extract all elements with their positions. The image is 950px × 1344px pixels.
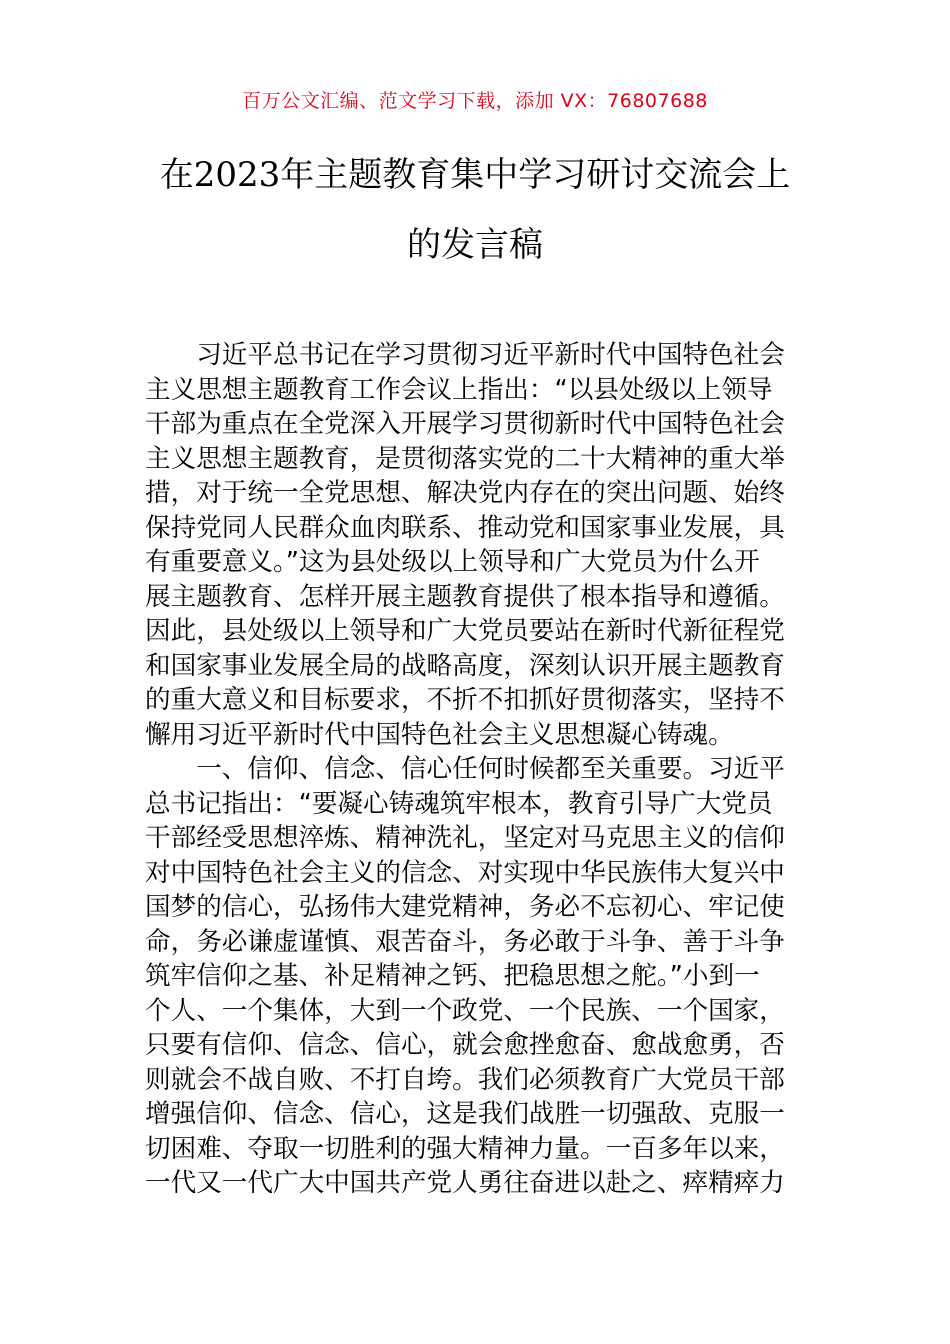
body-line: 保持党同人民群众血肉联系、推动党和国家事业发展，具 xyxy=(145,512,785,543)
body-line: 因此，县处级以上领导和广大党员要站在新时代新征程党 xyxy=(145,616,785,646)
body-text xyxy=(145,338,825,1201)
body-line: 命，务必谦虚谨慎、艰苦奋斗，务必敢于斗争、善于斗争 xyxy=(145,926,785,957)
body-line: 主义思想主题教育工作会议上指出：“以县处级以上领导 xyxy=(145,374,773,405)
body-line: 只要有信仰、信念、信心，就会愈挫愈奋、愈战愈勇，否 xyxy=(145,1030,785,1060)
body-line: 懈用习近平新时代中国特色社会主义思想凝心铸魂。 xyxy=(145,719,734,750)
body-line: 有重要意义。”这为县处级以上领导和广大党员为什么开 xyxy=(145,547,760,577)
body-line: 切困难、夺取一切胜利的强大精神力量。一百多年以来， xyxy=(145,1133,785,1164)
body-line: 筑牢信仰之基、补足精神之钙、把稳思想之舵。”小到一 xyxy=(145,961,760,991)
body-line: 措，对于统一全党思想、解决党内存在的突出问题、始终 xyxy=(145,478,785,508)
body-line: 主义思想主题教育，是贯彻落实党的二十大精神的重大举 xyxy=(145,443,785,474)
body-line: 一、信仰、信念、信心任何时候都至关重要。习近平 xyxy=(145,754,785,784)
document-title-line-2: 的发言稿 xyxy=(407,225,543,265)
body-line: 则就会不战自败、不打自垮。我们必须教育广大党员干部 xyxy=(145,1064,785,1095)
title-year: 2023 xyxy=(193,155,281,195)
body-line: 的重大意义和目标要求，不折不扣抓好贯彻落实，坚持不 xyxy=(145,685,785,715)
document-title-line-1 xyxy=(100,140,850,210)
body-line: 个人、一个集体，大到一个政党、一个民族、一个国家， xyxy=(145,995,785,1026)
body-line: 一代又一代广大中国共产党人勇往奋进以赴之、瘁精瘁力 xyxy=(145,1168,785,1198)
body-line: 国梦的信心，弘扬伟大建党精神，务必不忘初心、牢记使 xyxy=(145,892,785,922)
header-watermark-note: 百万公文汇编、范文学习下载，添加 VX：76807688 xyxy=(242,90,708,112)
body-line: 和国家事业发展全局的战略高度，深刻认识开展主题教育 xyxy=(145,650,785,681)
body-line: 习近平总书记在学习贯彻习近平新时代中国特色社会 xyxy=(145,340,785,370)
body-line: 干部为重点在全党深入开展学习贯彻新时代中国特色社会 xyxy=(145,409,785,439)
body-line: 增强信仰、信念、信心，这是我们战胜一切强敌、克服一 xyxy=(145,1099,785,1129)
body-line: 对中国特色社会主义的信念、对实现中华民族伟大复兴中 xyxy=(145,857,785,888)
title-suffix: 年主题教育集中学习研讨交流会上 xyxy=(280,155,791,195)
body-line: 干部经受思想淬炼、精神洗礼，坚定对马克思主义的信仰 xyxy=(145,823,785,853)
body-line: 总书记指出：“要凝心铸魂筑牢根本，教育引导广大党员 xyxy=(145,788,773,819)
body-line: 展主题教育、怎样开展主题教育提供了根本指导和遵循。 xyxy=(145,581,785,612)
title-prefix: 在 xyxy=(159,155,194,195)
